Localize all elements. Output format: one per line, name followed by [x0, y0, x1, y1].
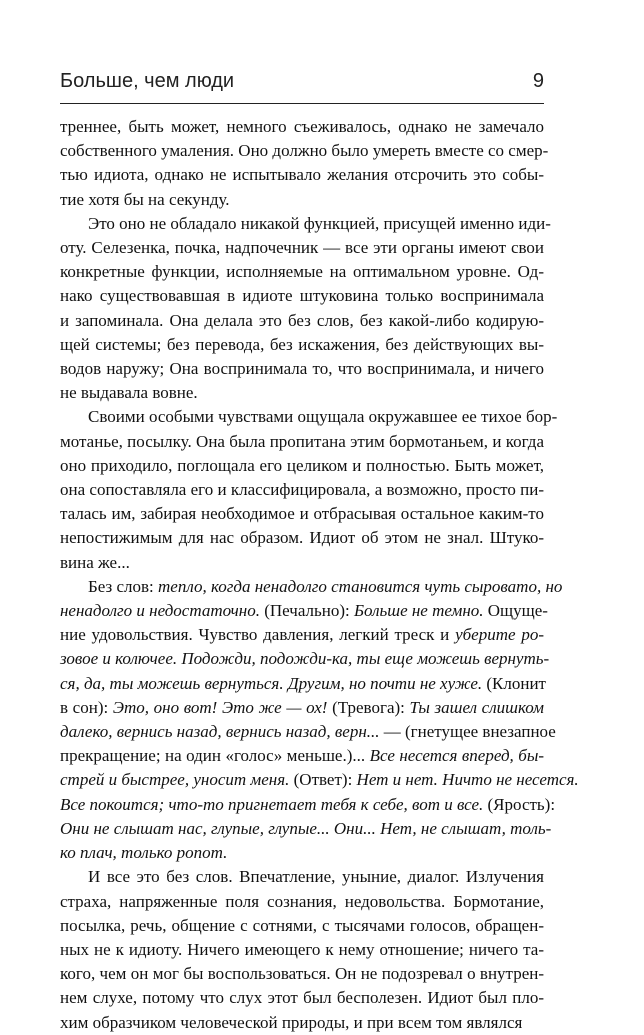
text-run: Это оно не обладало никакой функцией, присущей именно иди-	[88, 213, 551, 233]
text-line	[60, 381, 544, 405]
text-run: тью идиота, однако не испытывало желания отсрочить это собы-	[60, 165, 544, 185]
italic-text: Это, оно вот! Это же — ох!	[112, 697, 328, 717]
text-run: прекращение; на один «голос» меньше.)...	[60, 746, 370, 766]
text-line	[60, 1011, 544, 1035]
text-line	[60, 744, 544, 768]
text-run: треннее, быть может, немного съеживалось, однако не замечало	[60, 117, 544, 136]
paragraph	[60, 575, 579, 865]
text-run: мотанье, посылку. Она была пропитана этим бормотаньем, и когда	[60, 431, 544, 451]
text-line	[60, 188, 544, 212]
text-line	[60, 720, 556, 744]
paragraph	[60, 405, 558, 574]
text-line	[60, 502, 544, 526]
italic-text: Больше не темно.	[353, 601, 484, 621]
text-line	[60, 454, 544, 478]
text-run: собственного умаления. Оно должно было умереть вместе со смер-	[60, 141, 549, 161]
text-line	[60, 986, 544, 1010]
text-run: — (гнетущее внезапное	[379, 722, 556, 742]
text-run: посылка, речь, общение с сотнями, с тысячами голосов, обращен-	[60, 915, 544, 935]
italic-text: зовое и колючее. Подожди, подожди-ка, ты еще можешь вернуть-	[60, 649, 550, 669]
italic-text: Ты зашел слишком	[409, 697, 544, 717]
text-run: (Тревога):	[327, 697, 410, 717]
running-title: Больше, чем люди	[60, 70, 235, 92]
text-line	[60, 599, 548, 623]
text-line	[60, 672, 544, 696]
text-run: (Ответ):	[289, 770, 357, 790]
text-line	[60, 405, 558, 429]
text-line	[60, 647, 550, 671]
text-run: она сопоставляла его и классифицировала, а возможно, просто пи-	[60, 480, 544, 500]
italic-text: тепло, когда ненадолго становится чуть сыровато, но	[158, 576, 563, 596]
text-run: тие хотя бы на секунду.	[60, 189, 230, 209]
text-line	[60, 890, 544, 914]
text-line	[60, 623, 544, 647]
italic-text: стрей и быстрее, уносит меня.	[60, 770, 290, 790]
text-run: ние удовольствия. Чувство давления, легкий треск и	[60, 625, 456, 645]
paragraph	[60, 865, 544, 1034]
text-run: Своими особыми чувствами ощущала окружавшее ее тихое бор-	[88, 407, 558, 427]
page-number: 9	[532, 70, 544, 92]
text-line	[60, 575, 563, 599]
text-line	[60, 865, 544, 889]
text-line	[60, 284, 544, 308]
text-run: вина же...	[60, 552, 130, 572]
text-line	[60, 526, 544, 550]
text-line	[60, 551, 544, 575]
italic-text: Они не слышат нас, глупые, глупые... Они... Нет, не слышат, толь-	[60, 818, 552, 838]
text-run: Ощуще-	[483, 601, 548, 621]
page-header	[60, 70, 544, 102]
italic-text: Все несется вперед, бы-	[369, 746, 544, 766]
italic-text: далеко, вернись назад, вернись назад, верн...	[60, 722, 380, 742]
text-run: талась им, забирая необходимое и отбрасывая остальное каким-то	[60, 504, 544, 524]
text-run: оту. Селезенка, почка, надпочечник — все эти органы имеют свои	[60, 238, 544, 258]
text-run: кого, чем он мог бы воспользоваться. Он не подозревал о внутрен-	[60, 964, 544, 984]
text-run: ных не к идиоту. Ничего имеющего к нему отношение; ничего та-	[60, 939, 544, 959]
text-line	[60, 430, 544, 454]
text-run: страха, напряженные поля сознания, недовольства. Бормотание,	[60, 891, 544, 911]
text-line	[60, 793, 556, 817]
text-run: нако существовавшая в идиоте штуковина только воспринимала	[60, 286, 544, 306]
paragraph	[60, 212, 551, 406]
text-line	[60, 962, 544, 986]
paragraph	[60, 115, 549, 212]
text-line	[60, 260, 544, 284]
text-line	[60, 212, 551, 236]
italic-text: ненадолго и недостаточно.	[60, 601, 260, 621]
text-run: (Клонит	[482, 673, 546, 693]
italic-text: Все покоится; что-то пригнетает тебя к себе, вот и все.	[60, 794, 484, 814]
italic-text: уберите ро-	[455, 625, 544, 645]
text-line	[60, 841, 544, 865]
text-run: и запоминала. Она делала это без слов, без какой-либо кодирую-	[60, 310, 544, 330]
text-line	[60, 478, 544, 502]
text-run: в сон):	[60, 697, 113, 717]
text-run: оно приходило, поглощала его целиком и полностью. Быть может,	[60, 455, 544, 475]
header-rule	[60, 103, 544, 104]
text-line	[60, 914, 544, 938]
text-line	[60, 115, 544, 139]
text-run: водов наружу; Она воспринимала то, что воспринимала, и ничего	[60, 359, 544, 379]
text-line	[60, 768, 579, 792]
text-line	[60, 696, 544, 720]
text-run: конкретные функции, исполняемые на оптимальном уровне. Од-	[60, 262, 544, 282]
italic-text: Нет и нет. Ничто не несется.	[356, 770, 579, 790]
text-line	[60, 139, 549, 163]
text-line	[60, 357, 544, 381]
text-run: И все это без слов. Впечатление, уныние, диалог. Излучения	[88, 867, 544, 887]
text-run: Без слов:	[88, 576, 159, 596]
text-run: (Ярость):	[483, 794, 556, 814]
body-text	[60, 115, 579, 1035]
text-run: непостижимым для нас образом. Идиот об этом не знал. Штуко-	[60, 528, 544, 548]
text-line	[60, 163, 544, 187]
italic-text: ся, да, ты можешь вернуться. Другим, но почти не хуже.	[60, 673, 483, 693]
text-run: нем слухе, потому что слух этот был бесполезен. Идиот был пло-	[60, 988, 544, 1008]
text-run: щей системы; без перевода, без искажения, без действующих вы-	[60, 334, 544, 354]
text-run: хим образчиком человеческой природы, и при всем том являлся	[60, 1012, 523, 1032]
text-line	[60, 333, 544, 357]
text-line	[60, 938, 544, 962]
text-run: (Печально):	[259, 601, 354, 621]
text-run: не выдавала вовне.	[60, 383, 198, 403]
text-line	[60, 817, 552, 841]
text-line	[60, 309, 544, 333]
italic-text: ко плач, только ропот.	[60, 843, 228, 863]
text-line	[60, 236, 544, 260]
